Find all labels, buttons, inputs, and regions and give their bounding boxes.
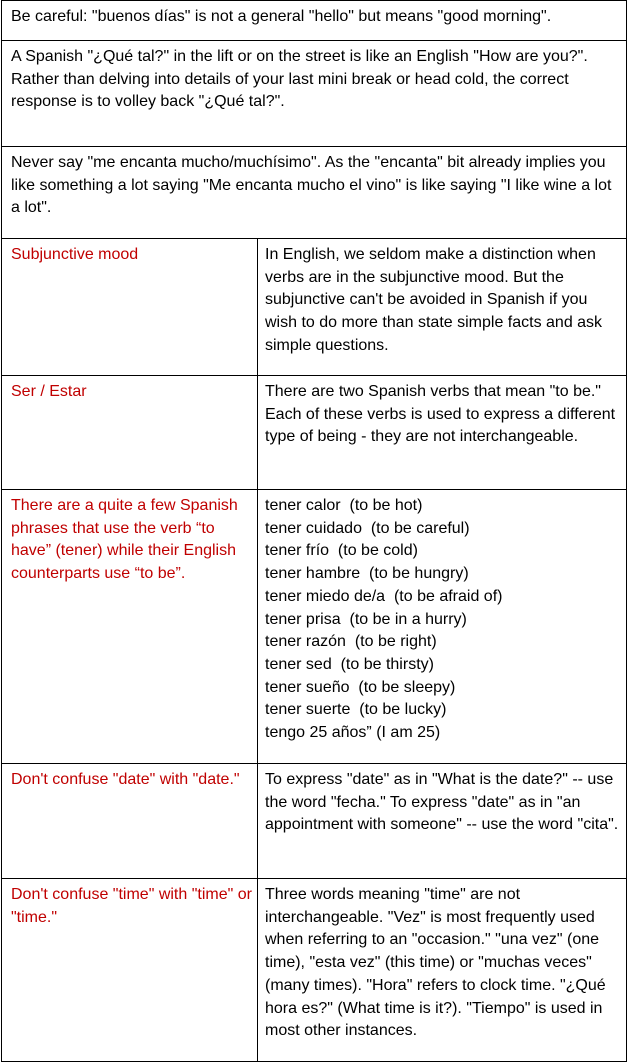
note-row (2, 41, 627, 147)
note-row (2, 1, 627, 41)
table-row (2, 490, 627, 764)
spanish-tips-table (1, 0, 627, 1062)
phrase-line: tener razón (to be right) (265, 633, 437, 651)
table-row (2, 879, 627, 1062)
row-text-subjunctive: In English, we seldom make a distinction when verbs are in the subjunctive mood. But the subjunctive can't be avoided in Spanish if you wish to do more than state simple facts and ask simple questions. (258, 239, 627, 376)
row-text-ser-estar: There are two Spanish verbs that mean "to be." Each of these verbs is used to express a different type of being - they are not interchangeable. (258, 376, 627, 490)
row-label-time: Don't confuse "time" with "time" or "time." (2, 879, 258, 1062)
note-que-tal: A Spanish "¿Qué tal?" in the lift or on the street is like an English "How are you?". Rather than delving into details of your last mini break or head cold, the correct response is to volley back "¿Qué tal?". (2, 41, 627, 147)
row-label-date: Don't confuse "date" with "date." (2, 764, 258, 879)
phrase-line: tener calor (to be hot) (265, 497, 423, 514)
table-row (2, 376, 627, 490)
note-buenos-dias: Be careful: "buenos días" is not a general "hello" but means "good morning". (2, 1, 627, 41)
phrase-line: tener sed (to be thirsty) (265, 655, 434, 673)
row-text-date: To express "date" as in "What is the date?" -- use the word "fecha." To express "date" as in "an appointment with someone" -- use the word "cita". (258, 764, 627, 879)
phrase-line: tener suerte (to be lucky) (265, 701, 447, 719)
row-phrases-tener (258, 490, 627, 764)
phrase-line: tengo 25 años” (I am 25) (265, 724, 441, 742)
note-me-encanta: Never say "me encanta mucho/muchísimo". As the "encanta" bit already implies you like something a lot saying "Me encanta mucho el vino" is like saying "I like wine a lot a lot". (2, 147, 627, 239)
phrase-line: tener sueño (to be sleepy) (265, 678, 456, 696)
row-label-ser-estar: Ser / Estar (2, 376, 258, 490)
phrase-line: tener hambre (to be hungry) (265, 565, 469, 583)
phrase-line: tener frío (to be cold) (265, 542, 418, 560)
row-text-time: Three words meaning "time" are not interchangeable. "Vez" is most frequently used when referring to an "occasion." "una vez" (one time), "esta vez" (this time) or "muchas veces" (many times). "Hora" refers to clock time. "¿Qué hora es?" (What time is it?). "Tiempo" is used in most other instances. (258, 879, 627, 1062)
phrase-line: tener cuidado (to be careful) (265, 519, 470, 537)
row-label-subjunctive: Subjunctive mood (2, 239, 258, 376)
table-row (2, 239, 627, 376)
phrase-line: tener miedo de/a (to be afraid of) (265, 587, 503, 605)
row-label-tener: There are a quite a few Spanish phrases that use the verb “to have” (tener) while their English counterparts use “to be”. (2, 490, 258, 764)
phrase-line: tener prisa (to be in a hurry) (265, 610, 467, 628)
table-row (2, 764, 627, 879)
note-row (2, 147, 627, 239)
